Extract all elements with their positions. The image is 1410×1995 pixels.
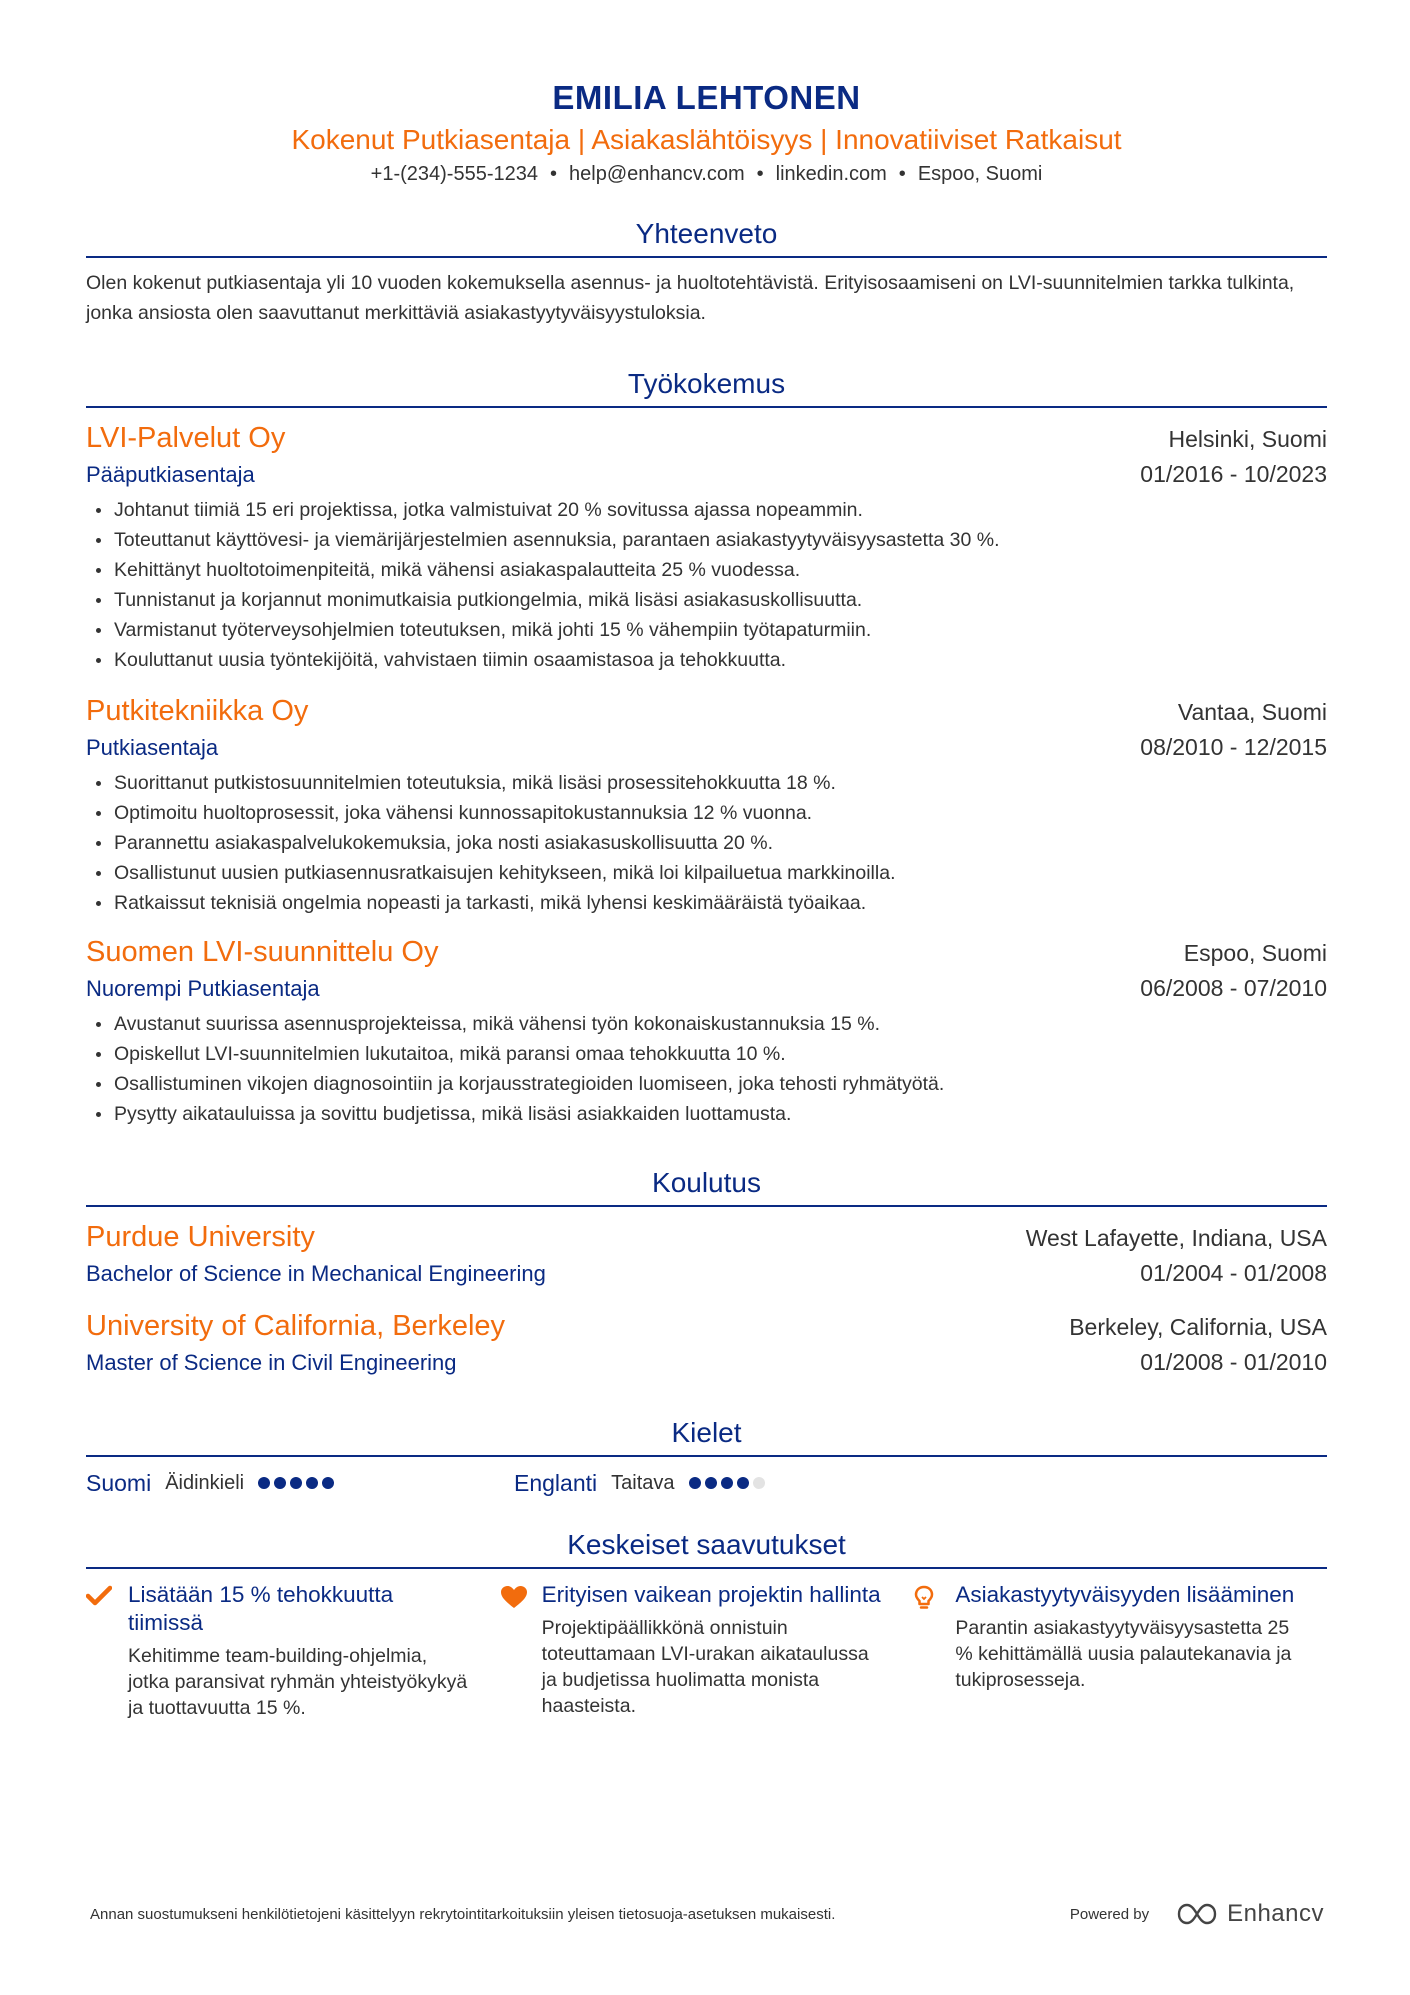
education-entry: [86, 1217, 1327, 1290]
rating-dot-filled: [322, 1477, 334, 1489]
rating-dot-filled: [737, 1477, 749, 1489]
rating-dot-filled: [306, 1477, 318, 1489]
job-role: Nuorempi Putkiasentaja: [86, 976, 320, 1001]
bullet-item: Johtanut tiimiä 15 eri projektissa, jotka valmistuivat 20 % sovitussa ajassa nopeammin.: [86, 495, 1327, 525]
lightbulb-icon: [913, 1581, 955, 1721]
job-location: Helsinki, Suomi: [1168, 426, 1327, 452]
page-footer: [90, 1900, 1324, 1928]
language-level: Taitava: [611, 1471, 675, 1494]
language-item: [514, 1467, 942, 1499]
rating-dot-empty: [753, 1477, 765, 1489]
achievement-title: Erityisen vaikean projektin hallinta: [541, 1582, 881, 1607]
education-section: [86, 1165, 1327, 1379]
company-name: LVI-Palvelut Oy: [86, 422, 286, 454]
job-bullets: [86, 768, 1327, 918]
bullet-item: Opiskellut LVI-suunnitelmien lukutaitoa, mikä paransi omaa tehokkuutta 10 %.: [86, 1039, 1327, 1069]
rating-dot-filled: [274, 1477, 286, 1489]
language-name: Suomi: [86, 1470, 152, 1496]
contact-linkedin[interactable]: linkedin.com: [775, 163, 887, 185]
languages-section: [86, 1415, 1327, 1499]
achievement-item: [500, 1581, 914, 1721]
language-name: Englanti: [514, 1470, 598, 1496]
achievement-description: Projektipäällikkönä onnistuin toteuttamaan LVI-urakan aikataulussa ja budjetissa huolimatta monista haasteista.: [541, 1617, 869, 1717]
experience-section: [86, 366, 1327, 1129]
bullet-item: Kehittänyt huoltotoimenpiteitä, mikä vähensi asiakaspalautteita 25 % vuodessa.: [86, 555, 1327, 585]
achievement-description: Kehitimme team-building-ohjelmia, jotka paransivat ryhmän yhteistyökykyä ja tuottavuutta 15 %.: [128, 1645, 468, 1719]
bullet-item: Osallistuminen vikojen diagnosointiin ja korjausstrategioiden luomiseen, joka tehosti ryhmätyötä.: [86, 1069, 1327, 1099]
bullet-item: Optimoitu huoltoprosessit, joka vähensi kunnossapitokustannuksia 12 % vuonna.: [86, 798, 1327, 828]
contact-line: [86, 160, 1327, 188]
school-location: West Lafayette, Indiana, USA: [1025, 1225, 1327, 1251]
degree-name: Bachelor of Science in Mechanical Engineering: [86, 1261, 546, 1286]
summary-text: Olen kokenut putkiasentaja yli 10 vuoden kokemuksella asennus- ja huoltotehtävistä. Erityisosaamiseni on LVI-suunnitelmien tarkka tulkinta, jonka ansiosta olen saavuttanut merkittäviä asiakastyytyväisyystuloksia.: [86, 272, 1295, 324]
contact-email[interactable]: help@enhancv.com: [569, 163, 745, 185]
job-bullets: [86, 495, 1327, 675]
job-dates: 06/2008 - 07/2010: [1140, 975, 1327, 1001]
achievements-title: Keskeiset saavutukset: [86, 1527, 1327, 1569]
achievement-description: Parantin asiakastyytyväisyysastetta 25 % kehittämällä uusia palautekanavia ja tukiprosesseja.: [955, 1617, 1292, 1691]
achievements-section: [86, 1527, 1327, 1721]
rating-dot-filled: [290, 1477, 302, 1489]
contact-phone[interactable]: +1-(234)-555-1234: [370, 163, 538, 185]
resume-page: [86, 76, 1327, 1721]
education-dates: 01/2004 - 01/2008: [1140, 1260, 1327, 1286]
heart-icon: [500, 1581, 542, 1721]
bullet-item: Toteuttanut käyttövesi- ja viemärijärjestelmien asennuksia, parantaen asiakastyytyväisyysastetta 30 %.: [86, 525, 1327, 555]
education-title: Koulutus: [86, 1165, 1327, 1207]
enhancv-logo[interactable]: [1175, 1900, 1324, 1928]
experience-entry: [86, 418, 1327, 675]
bullet-item: Pysytty aikatauluissa ja sovittu budjetissa, mikä lisäsi asiakkaiden luottamusta.: [86, 1099, 1327, 1129]
job-dates: 01/2016 - 10/2023: [1140, 461, 1327, 487]
school-name: Purdue University: [86, 1221, 315, 1253]
contact-separator: •: [756, 163, 764, 185]
achievements-list: [86, 1581, 1327, 1721]
company-name: Suomen LVI-suunnittelu Oy: [86, 936, 439, 968]
experience-entry: [86, 932, 1327, 1129]
achievement-title: Asiakastyytyväisyyden lisääminen: [955, 1582, 1295, 1607]
bullet-item: Parannettu asiakaspalvelukokemuksia, joka nosti asiakasuskollisuutta 20 %.: [86, 828, 1327, 858]
job-bullets: [86, 1009, 1327, 1129]
bullet-item: Tunnistanut ja korjannut monimutkaisia putkiongelmia, mikä lisäsi asiakasuskollisuutta.: [86, 585, 1327, 615]
job-role: Putkiasentaja: [86, 735, 219, 760]
school-location: Berkeley, California, USA: [1069, 1314, 1327, 1340]
candidate-tagline: Kokenut Putkiasentaja | Asiakaslähtöisyys | Innovatiiviset Ratkaisut: [291, 124, 1122, 155]
summary-title: Yhteenveto: [86, 216, 1327, 258]
powered-by-label: Powered by: [1069, 1905, 1150, 1923]
achievement-item: [86, 1581, 500, 1721]
education-dates: 01/2008 - 01/2010: [1140, 1349, 1327, 1375]
enhancv-brand-name: Enhancv: [1227, 1900, 1324, 1927]
bullet-item: Kouluttanut uusia työntekijöitä, vahvistaen tiimin osaamistasoa ja tehokkuutta.: [86, 645, 1327, 675]
languages-list: [86, 1467, 1327, 1499]
powered-by: [1070, 1900, 1324, 1928]
bullet-item: Avustanut suurissa asennusprojekteissa, mikä vähensi työn kokonaiskustannuksia 15 %.: [86, 1009, 1327, 1039]
language-rating: [258, 1477, 334, 1489]
school-name: University of California, Berkeley: [86, 1310, 506, 1342]
bullet-item: Suorittanut putkistosuunnitelmien toteutuksia, mikä lisäsi prosessitehokkuutta 18 %.: [86, 768, 1327, 798]
language-rating: [689, 1477, 765, 1489]
bullet-item: Varmistanut työterveysohjelmien toteutuksen, mikä johti 15 % vähempiin työtapaturmiin.: [86, 615, 1327, 645]
job-role: Pääputkiasentaja: [86, 462, 255, 487]
job-location: Espoo, Suomi: [1183, 940, 1327, 966]
bullet-item: Ratkaissut teknisiä ongelmia nopeasti ja tarkasti, mikä lyhensi keskimääräistä työaikaa.: [86, 888, 1327, 918]
languages-title: Kielet: [86, 1415, 1327, 1457]
achievement-title: Lisätään 15 % tehokkuutta tiimissä: [128, 1582, 394, 1635]
language-level: Äidinkieli: [165, 1471, 245, 1494]
experience-title: Työkokemus: [86, 366, 1327, 408]
job-dates: 08/2010 - 12/2015: [1140, 734, 1327, 760]
candidate-name: EMILIA LEHTONEN: [552, 79, 861, 116]
contact-separator: •: [550, 163, 558, 185]
rating-dot-filled: [689, 1477, 701, 1489]
contact-separator: •: [898, 163, 906, 185]
rating-dot-filled: [705, 1477, 717, 1489]
experience-entry: [86, 691, 1327, 918]
rating-dot-filled: [258, 1477, 270, 1489]
company-name: Putkitekniikka Oy: [86, 695, 309, 727]
degree-name: Master of Science in Civil Engineering: [86, 1350, 457, 1375]
resume-header: [86, 76, 1327, 188]
checkmark-icon: [86, 1581, 128, 1721]
language-item: [86, 1467, 514, 1499]
contact-location: Espoo, Suomi: [917, 163, 1043, 185]
consent-note: Annan suostumukseni henkilötietojeni käsittelyyn rekrytointitarkoituksiin yleisen tietosuoja-asetuksen mukaisesti.: [90, 1905, 836, 1923]
summary-section: [86, 216, 1327, 328]
bullet-item: Osallistunut uusien putkiasennusratkaisujen kehitykseen, mikä loi kilpailuetua markkinoilla.: [86, 858, 1327, 888]
rating-dot-filled: [721, 1477, 733, 1489]
job-location: Vantaa, Suomi: [1177, 699, 1327, 725]
education-entry: [86, 1306, 1327, 1379]
achievement-item: [913, 1581, 1327, 1721]
enhancv-logo-icon: [1175, 1902, 1219, 1926]
